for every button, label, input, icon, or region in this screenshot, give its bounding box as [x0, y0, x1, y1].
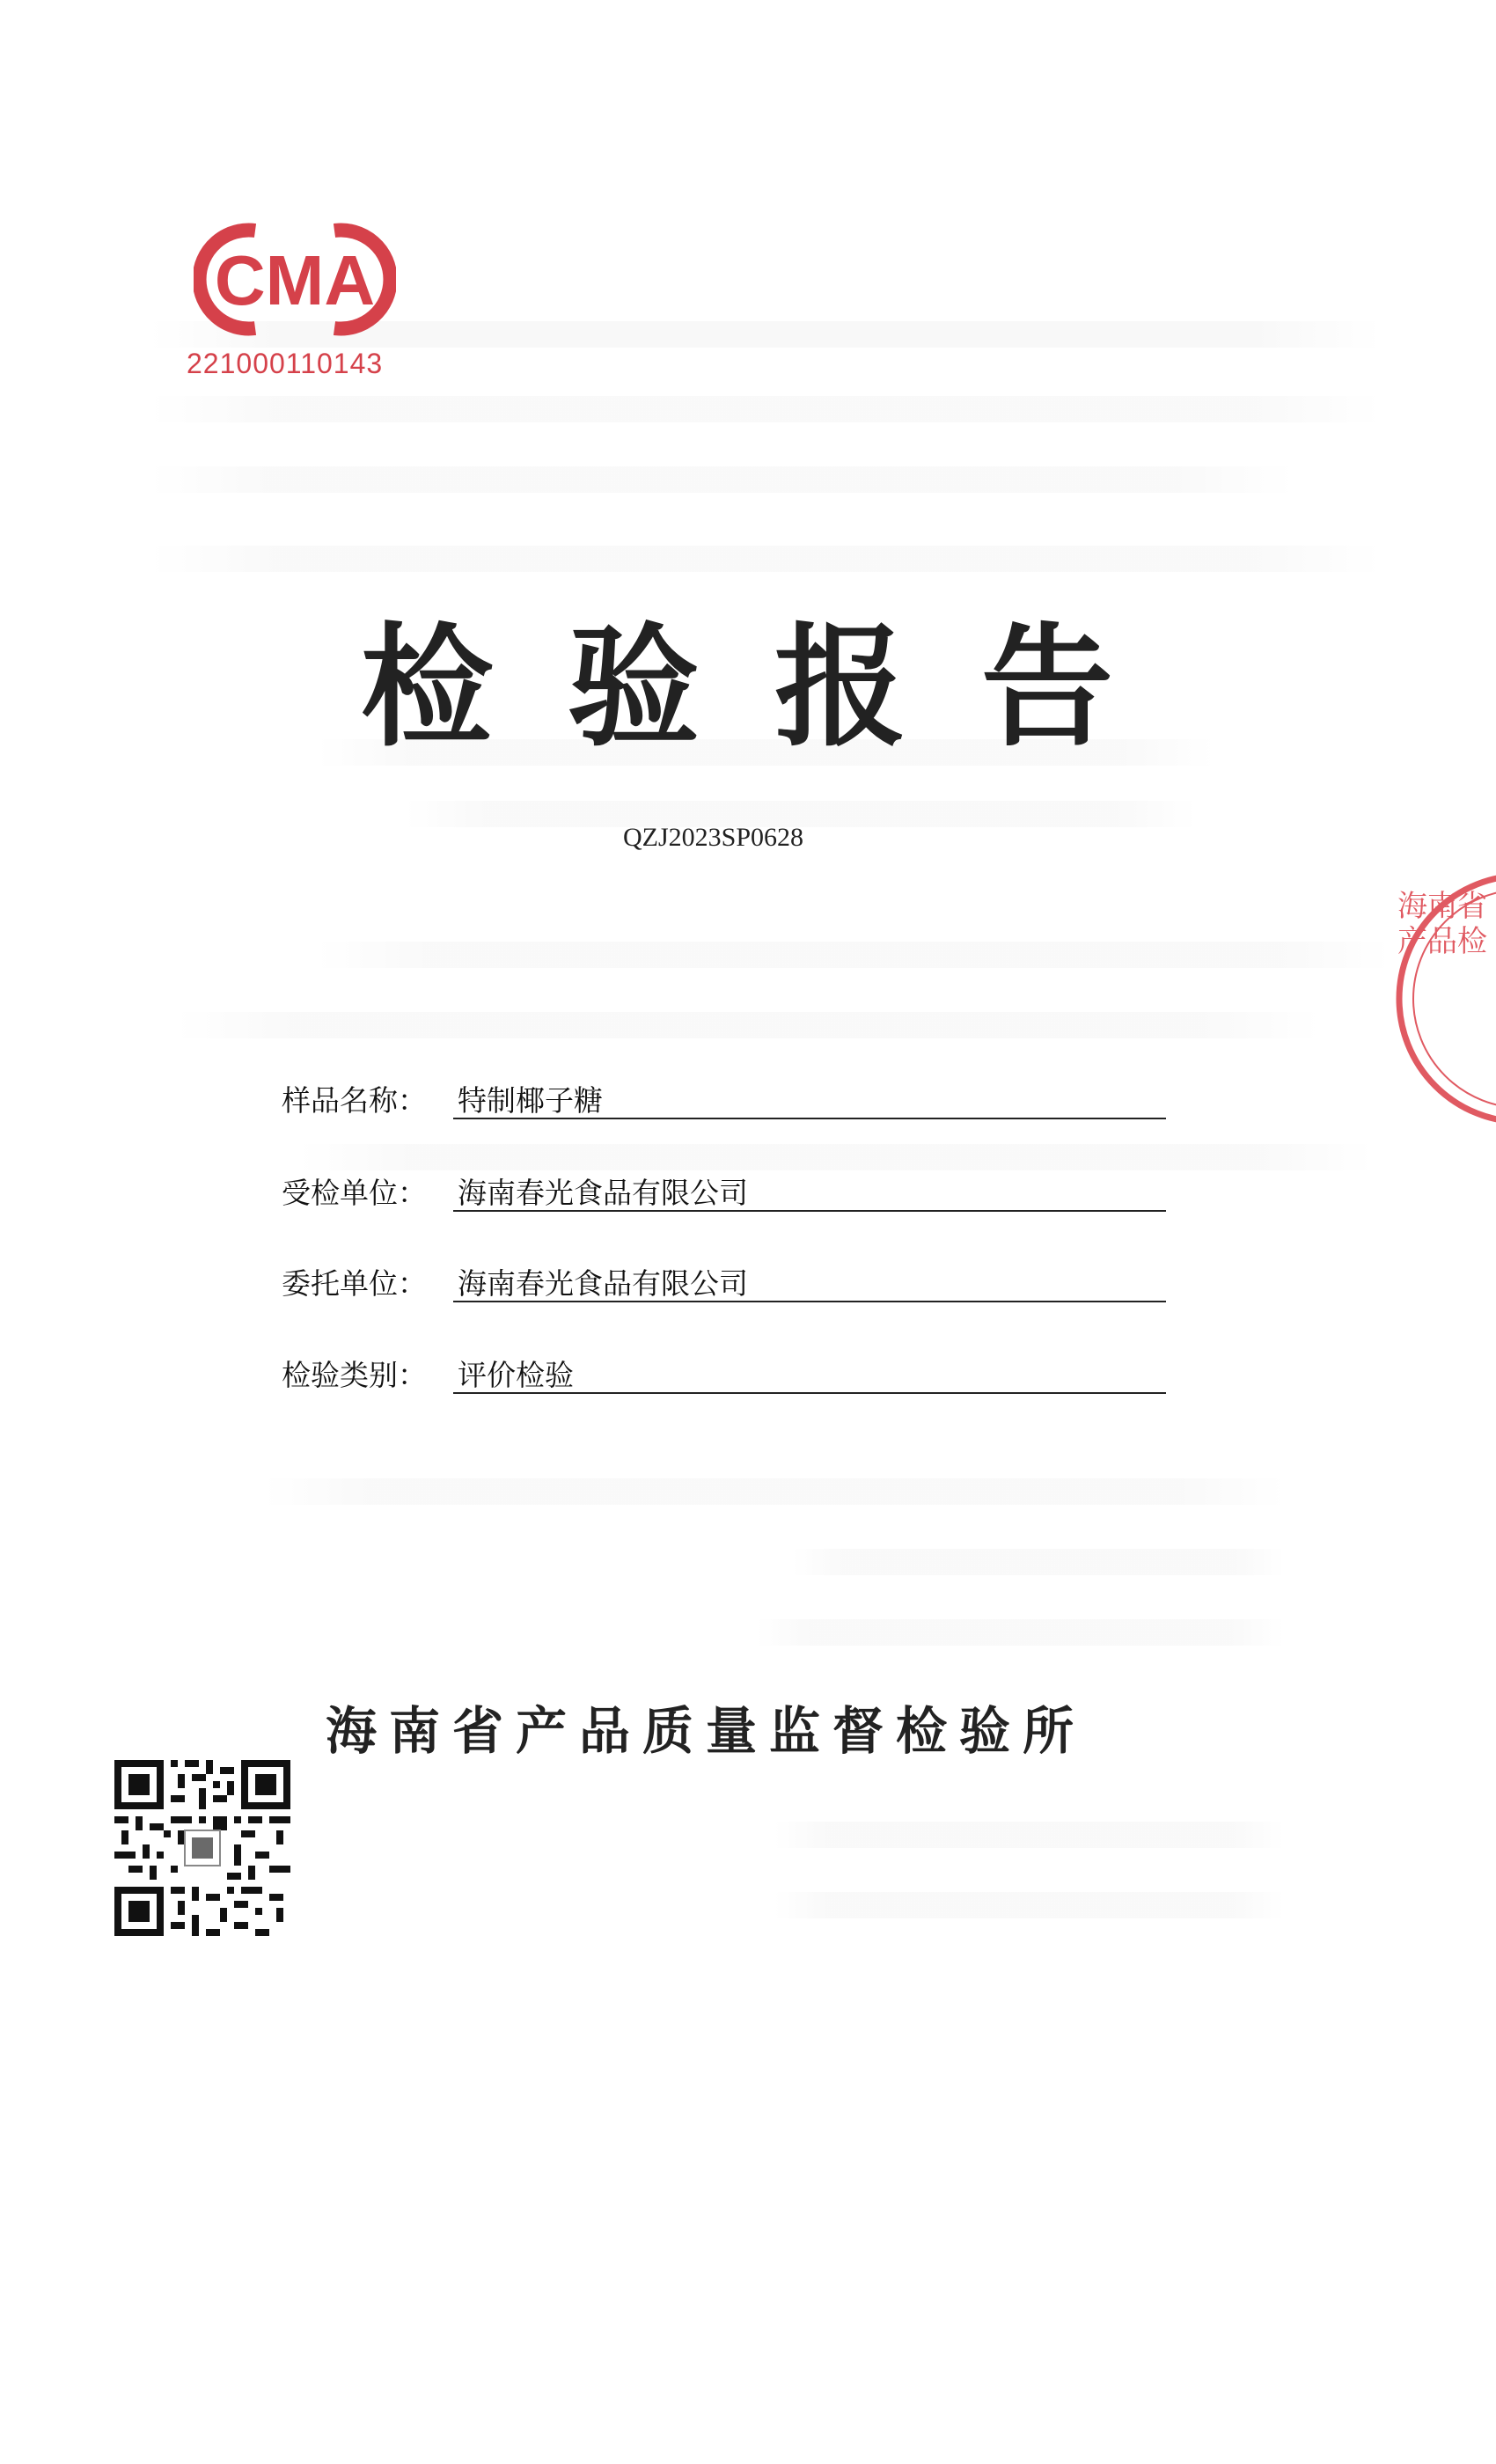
field-inspection-type	[282, 1344, 1179, 1397]
official-seal-text: 海南省产品检	[1397, 889, 1487, 959]
field-value: 海南春光食品有限公司	[458, 1266, 748, 1301]
bleed-through-text	[774, 1822, 1285, 1848]
bleed-through-text	[150, 396, 1382, 422]
field-underline	[453, 1210, 1166, 1212]
bleed-through-text	[317, 942, 1390, 968]
bleed-through-text	[757, 1619, 1285, 1646]
field-label: 受检单位：	[282, 1176, 427, 1210]
field-sample-name	[282, 1069, 1179, 1122]
bleed-through-text	[264, 1478, 1285, 1505]
bleed-through-text	[150, 546, 1382, 572]
field-inspected-unit	[282, 1162, 1179, 1214]
field-value: 海南春光食品有限公司	[458, 1176, 748, 1210]
cma-certificate-number: 221000110143	[187, 348, 384, 379]
bleed-through-text	[774, 1892, 1285, 1918]
bleed-through-text	[792, 1549, 1285, 1575]
field-label: 检验类别：	[282, 1358, 427, 1392]
field-entrusting-unit	[282, 1252, 1179, 1305]
field-value: 特制椰子糖	[458, 1083, 603, 1118]
svg-text:CMA: CMA	[214, 241, 376, 319]
cma-logo-icon	[194, 220, 396, 339]
bleed-through-text	[176, 1012, 1320, 1038]
field-underline	[453, 1392, 1166, 1394]
field-underline	[453, 1301, 1166, 1302]
institute-name: 海南省产品质量监督检验所	[326, 1701, 1087, 1761]
qr-code-icon	[114, 1760, 290, 1936]
field-label: 样品名称：	[282, 1083, 427, 1118]
report-number: QZJ2023SP0628	[623, 823, 804, 852]
bleed-through-text	[150, 466, 1294, 493]
report-title: 检验报告	[361, 610, 1189, 765]
field-label: 委托单位：	[282, 1266, 427, 1301]
field-underline	[453, 1118, 1166, 1119]
field-value: 评价检验	[458, 1358, 574, 1392]
